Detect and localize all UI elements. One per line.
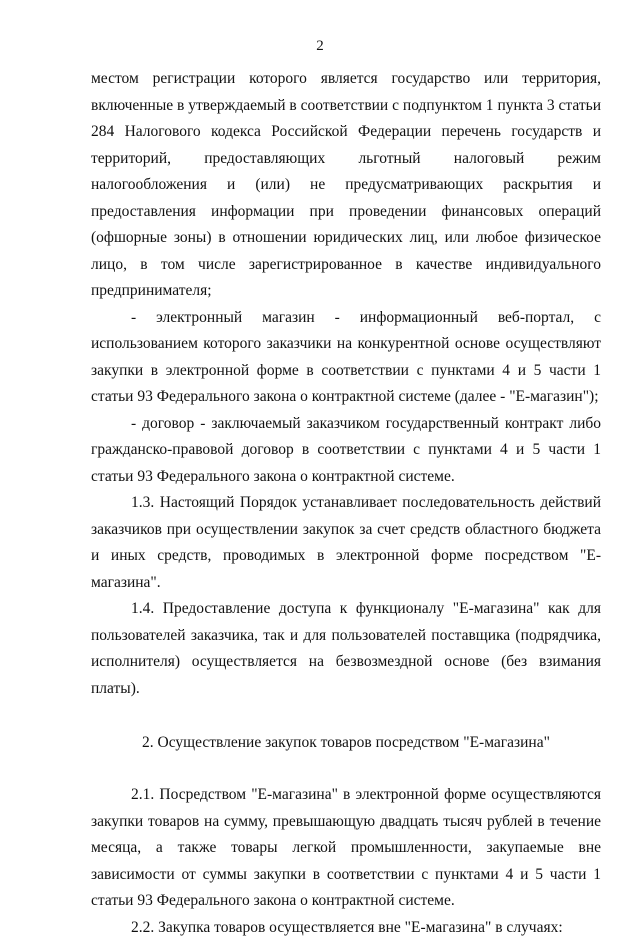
paragraph-2-2: 2.2. Закупка товаров осуществляется вне "Е-магазина" в случаях:	[91, 915, 601, 941]
paragraph-definition-contract: - договор - заключаемый заказчиком государственный контракт либо гражданско-правовой договор в соответствии с пунктами 4 и 5 части 1 статьи 93 Федерального закона о контрактной системе.	[91, 411, 601, 491]
page-number: 2	[0, 38, 640, 55]
paragraph-1-4: 1.4. Предоставление доступа к функционалу "Е-магазина" как для пользователей заказчика, так и для пользователей поставщика (подрядчика, исполнителя) осуществляется на безвозмездной основе (без взимания платы).	[91, 596, 601, 702]
paragraph-2-1: 2.1. Посредством "Е-магазина" в электронной форме осуществляются закупки товаров на сумму, превышающую двадцать тысяч рублей в течение месяца, а также товары легкой промышленности, закупаемые вне зависимости от суммы закупки в соответствии с пунктами 4 и 5 части 1 статьи 93 Федерального закона о контрактной системе.	[91, 782, 601, 915]
paragraph-continuation: местом регистрации которого является государство или территория, включенные в утверждаемый в соответствии с подпунктом 1 пункта 3 статьи 284 Налогового кодекса Российской Федерации перечень государств и территорий, предоставляющих льготный налоговый режим налогообложения и (или) не предусматривающих раскрытия и предоставления информации при проведении финансовых операций (офшорные зоны) в отношении юридических лиц, или любое физическое лицо, в том числе зарегистрированное в качестве индивидуального предпринимателя;	[91, 66, 601, 305]
paragraph-1-3: 1.3. Настоящий Порядок устанавливает последовательность действий заказчиков при осуществлении закупок за счет средств областного бюджета и иных средств, проводимых в электронной форме посредством "Е-магазина".	[91, 490, 601, 596]
section-heading: 2. Осуществление закупок товаров посредством "Е-магазина"	[91, 730, 601, 756]
paragraph-definition-e-shop: - электронный магазин - информационный веб-портал, с использованием которого заказчики на конкурентной основе осуществляют закупки в электронной форме в соответствии с пунктами 4 и 5 части 1 статьи 93 Федерального закона о контрактной системе (далее - "Е-магазин");	[91, 305, 601, 411]
document-body	[91, 66, 601, 941]
